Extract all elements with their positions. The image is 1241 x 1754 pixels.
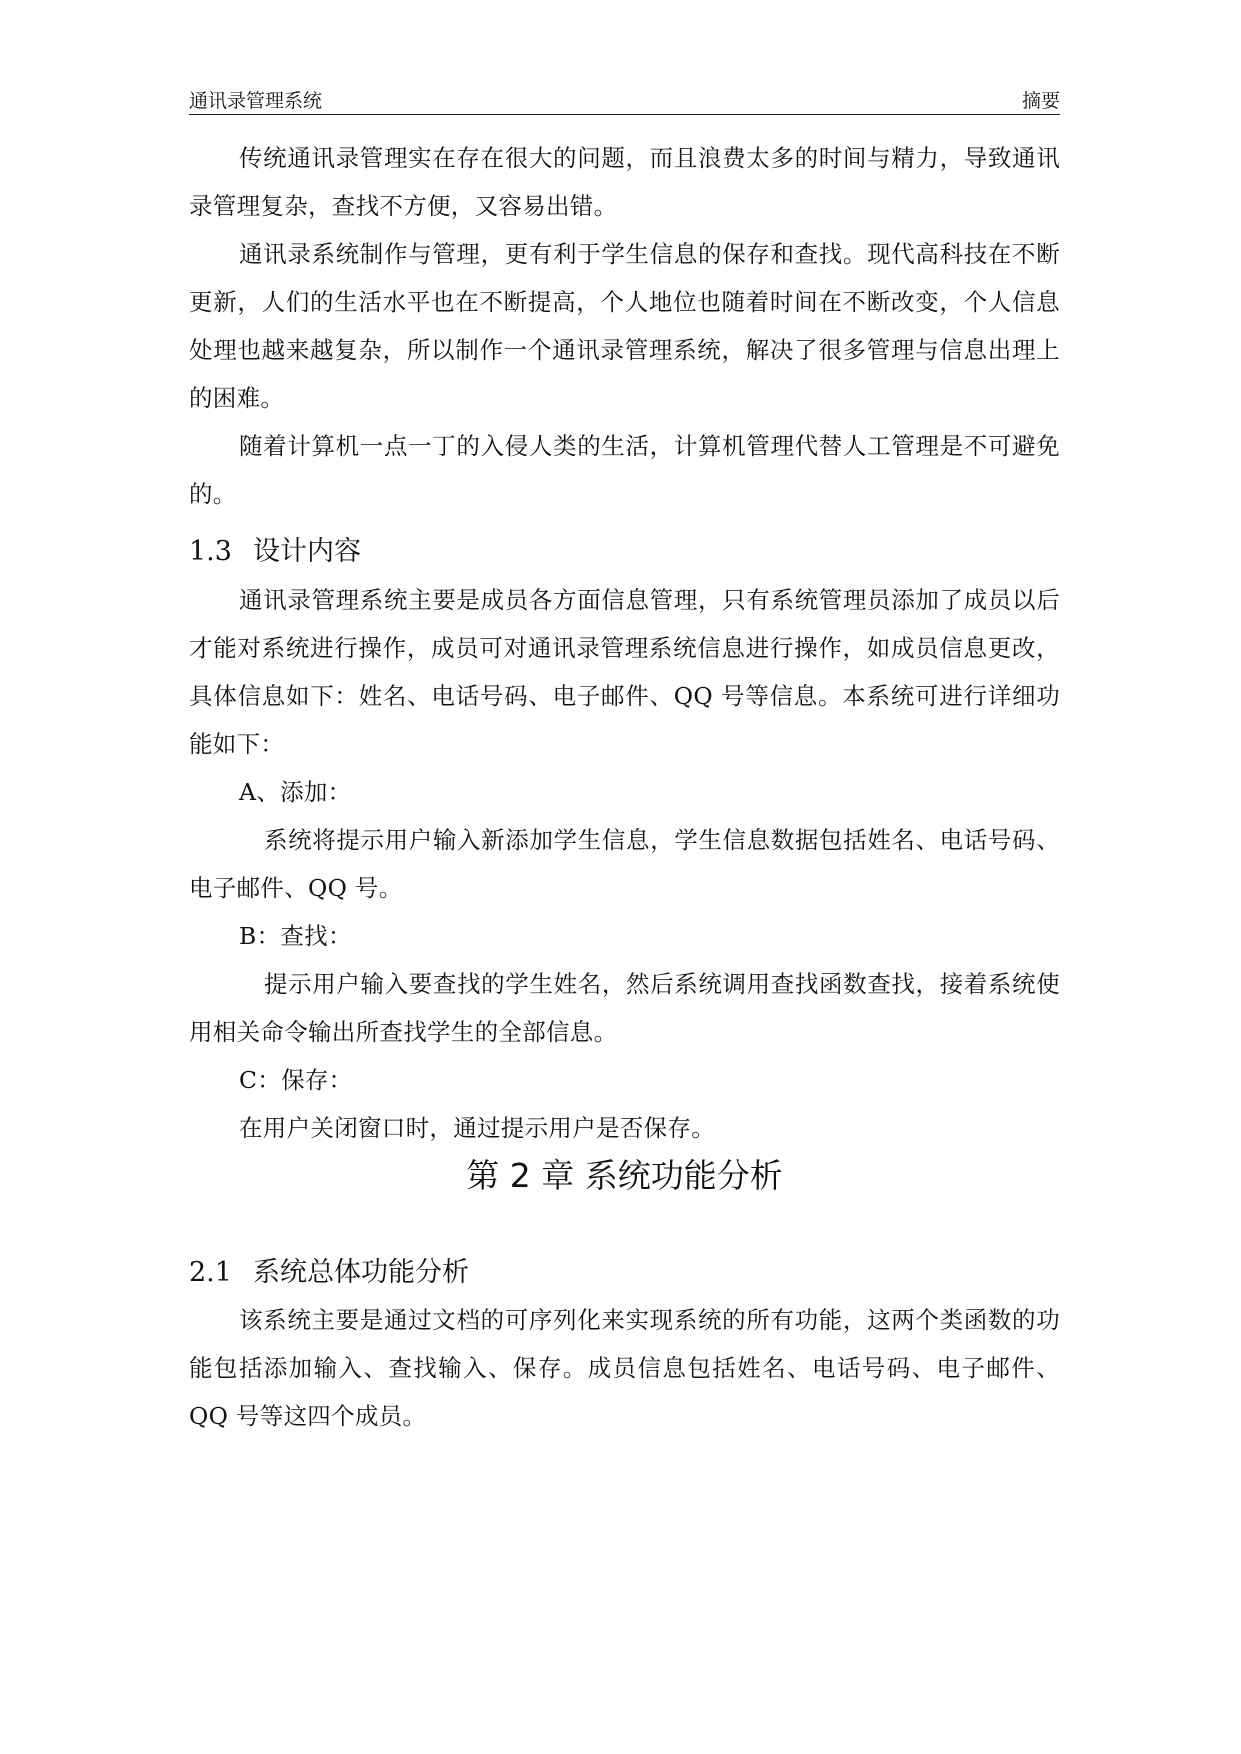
list-item-label: B：查找： bbox=[239, 922, 352, 950]
chapter-heading: 第 2 章 系统功能分析 bbox=[466, 1156, 783, 1195]
design-content-paragraphs bbox=[189, 576, 1060, 1152]
section-number: 2.1 bbox=[189, 1257, 232, 1288]
paragraph: 传统通讯录管理实在存在很大的问题，而且浪费太多的时间与精力，导致通讯录管理复杂，查找不方便，又容易出错。 bbox=[189, 144, 1060, 220]
list-item-description: 系统将提示用户输入新添加学生信息，学生信息数据包括姓名、电话号码、电子邮件、QQ 号。 bbox=[189, 826, 1060, 902]
list-item-label: C：保存： bbox=[239, 1066, 353, 1094]
paragraph: 该系统主要是通过文档的可序列化来实现系统的所有功能，这两个类函数的功能包括添加输入、查找输入、保存。成员信息包括姓名、电话号码、电子邮件、QQ 号等这四个成员。 bbox=[189, 1306, 1060, 1430]
paragraph: 随着计算机一点一丁的入侵人类的生活，计算机管理代替人工管理是不可避免的。 bbox=[189, 432, 1060, 508]
paragraph: 通讯录系统制作与管理，更有利于学生信息的保存和查找。现代高科技在不断更新，人们的生活水平也在不断提高，个人地位也随着时间在不断改变，个人信息处理也越来越复杂，所以制作一个通讯录管理系统，解决了很多管理与信息出理上的困难。 bbox=[189, 240, 1060, 412]
section-heading-1-3 bbox=[189, 532, 361, 572]
section-title: 系统总体功能分析 bbox=[253, 1257, 469, 1288]
paragraph: 通讯录管理系统主要是成员各方面信息管理，只有系统管理员添加了成员以后才能对系统进行操作，成员可对通讯录管理系统信息进行操作，如成员信息更改，具体信息如下：姓名、电话号码、电子邮件、QQ 号等信息。本系统可进行详细功能如下： bbox=[189, 586, 1060, 758]
list-item-description: 在用户关闭窗口时，通过提示用户是否保存。 bbox=[239, 1114, 715, 1142]
system-analysis-paragraphs bbox=[189, 1296, 1060, 1440]
running-header bbox=[189, 88, 1060, 115]
header-document-title: 通讯录管理系统 bbox=[189, 90, 323, 112]
section-heading-2-1 bbox=[189, 1253, 469, 1293]
intro-paragraphs bbox=[189, 134, 1060, 518]
section-number: 1.3 bbox=[189, 536, 232, 567]
list-item-description: 提示用户输入要查找的学生姓名，然后系统调用查找函数查找，接着系统使用相关命令输出所查找学生的全部信息。 bbox=[189, 970, 1060, 1046]
list-item-label: A、添加： bbox=[239, 778, 352, 806]
section-title: 设计内容 bbox=[253, 536, 361, 567]
header-section-name: 摘要 bbox=[1021, 90, 1060, 112]
